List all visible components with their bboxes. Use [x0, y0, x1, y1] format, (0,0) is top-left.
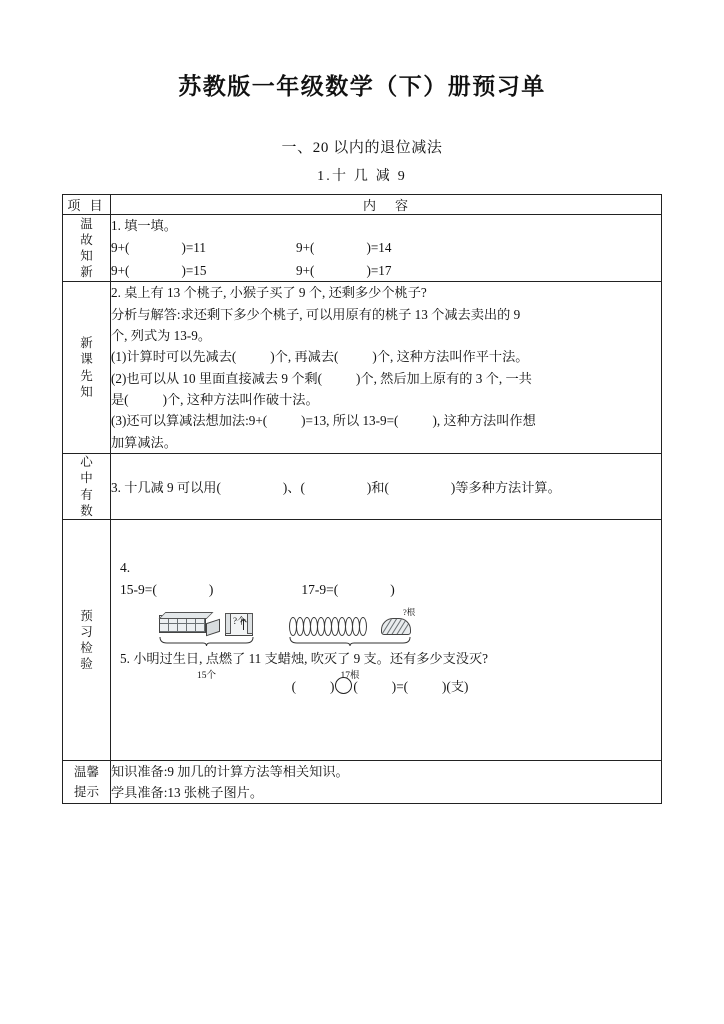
q4-equations [120, 582, 395, 598]
footer-label-line-1: 温馨 [73, 765, 99, 780]
footer-label-line-2: 提示 [73, 785, 99, 800]
q2-title: 2. 桌上有 13 个桃子, 小猴子买了 9 个, 还剩多少个桃子? [111, 285, 427, 301]
unknown-sticks-label: ?根 [403, 607, 416, 618]
stick-bundle-icon [289, 617, 366, 636]
cube-top-face [159, 612, 214, 619]
q1-eq-1: 9+( )=11 [111, 240, 206, 256]
up-arrow-icon [240, 617, 247, 630]
footer-line-2: 学具准备:13 张桃子图片。 [111, 785, 264, 801]
page-title: 苏教版一年级数学（下）册预习单 [178, 74, 546, 99]
question-box-icon [225, 613, 253, 636]
row-label-review [63, 215, 111, 282]
covered-sticks-icon [381, 607, 416, 635]
row-content-confidence: 3. 十几减 9 可以用( )、( )和( )等多种方法计算。 [111, 454, 662, 520]
q2-method-3-line-2: 加算减法。 [111, 434, 177, 450]
footer-line-1: 知识准备:9 加几的计算方法等相关知识。 [111, 764, 349, 780]
row-label-text: 温故知新 [80, 216, 93, 280]
q2-method-3-line-1: (3)还可以算减法想加法:9+( )=13, 所以 13-9=( ), 这种方法叫作想 [111, 413, 536, 429]
worksheet-table [62, 194, 662, 804]
row-label-text: 新课先知 [80, 336, 93, 399]
q2-analysis-line-2: 个, 列式为 13-9。 [111, 327, 212, 343]
illustration-caption-2: 17根 [340, 671, 360, 682]
header-content-left: 内 [362, 198, 377, 213]
q1-line-2 [111, 260, 661, 281]
brace-1-wrap [159, 637, 254, 682]
q1-eq-3: 9+( )=15 [111, 262, 207, 278]
row-label-newlesson [63, 282, 111, 454]
cube-stack-icon [159, 615, 206, 633]
q2-method-2-line-2: 是( )个, 这种方法叫作破十法。 [111, 392, 319, 407]
footer-content [111, 761, 662, 804]
row-label-preview-check [63, 520, 111, 761]
section-heading: 一、20 以内的退位减法 [281, 140, 443, 156]
header-col-label: 项 目 [63, 195, 111, 215]
table-row [63, 454, 662, 520]
cube-side-face [206, 619, 220, 637]
row-label-text: 预习检验 [80, 608, 93, 672]
box-right-flap [247, 613, 253, 634]
q2-method-2-line-1: (2)也可以从 10 里面直接减去 9 个剩( )个, 然后加上原有的 3 个, 一共 [111, 370, 532, 386]
box-left-flap [225, 613, 231, 634]
table-row [63, 282, 662, 454]
q1-eq-4: 9+( )=17 [296, 262, 392, 278]
row-content-newlesson [111, 282, 662, 454]
q2-method-1: (1)计算时可以先减去( )个, 再减去( )个, 这种方法叫作平十法。 [111, 349, 529, 365]
q4-eq-2: 17-9=( ) [301, 582, 395, 598]
row-content-review [111, 215, 662, 282]
q4-number: 4. [120, 560, 131, 576]
q5-text: 5. 小明过生日, 点燃了 11 支蜡烛, 吹灭了 9 支。还有多少支没灭? [120, 651, 489, 667]
brace-icon [159, 637, 254, 646]
q2-analysis-line-1: 分析与解答:求还剩下多少个桃子, 可以用原有的桃子 13 个减去卖出的 9 [111, 306, 521, 322]
table-row [63, 520, 662, 761]
q1-title: 1. 填一填。 [111, 218, 177, 233]
footer-label [63, 761, 111, 804]
brace-2-wrap [289, 637, 411, 682]
illustration-caption-1: 15个 [196, 671, 216, 682]
header-content-right: 容 [395, 198, 410, 213]
brace-icon [289, 637, 411, 646]
bundle-shape [381, 618, 411, 635]
q5-equation: ( ) ( )=( )(支) [291, 679, 469, 695]
table-header-row [63, 195, 662, 215]
row-label-confidence [63, 454, 111, 520]
q4-eq-1: 15-9=( ) [120, 582, 214, 598]
question-mark-label: ?个 [233, 616, 246, 627]
table-footer-row [63, 761, 662, 804]
q1-line-1 [111, 237, 661, 258]
table-row [63, 215, 662, 282]
operator-circle-blank[interactable] [335, 677, 352, 694]
row-label-text: 心中有数 [80, 455, 93, 518]
lesson-heading: 1.十 几 减 9 [317, 169, 407, 184]
header-col-content [111, 195, 662, 215]
q1-eq-2: 9+( )=14 [296, 240, 392, 256]
row-content-preview-check [111, 520, 662, 761]
